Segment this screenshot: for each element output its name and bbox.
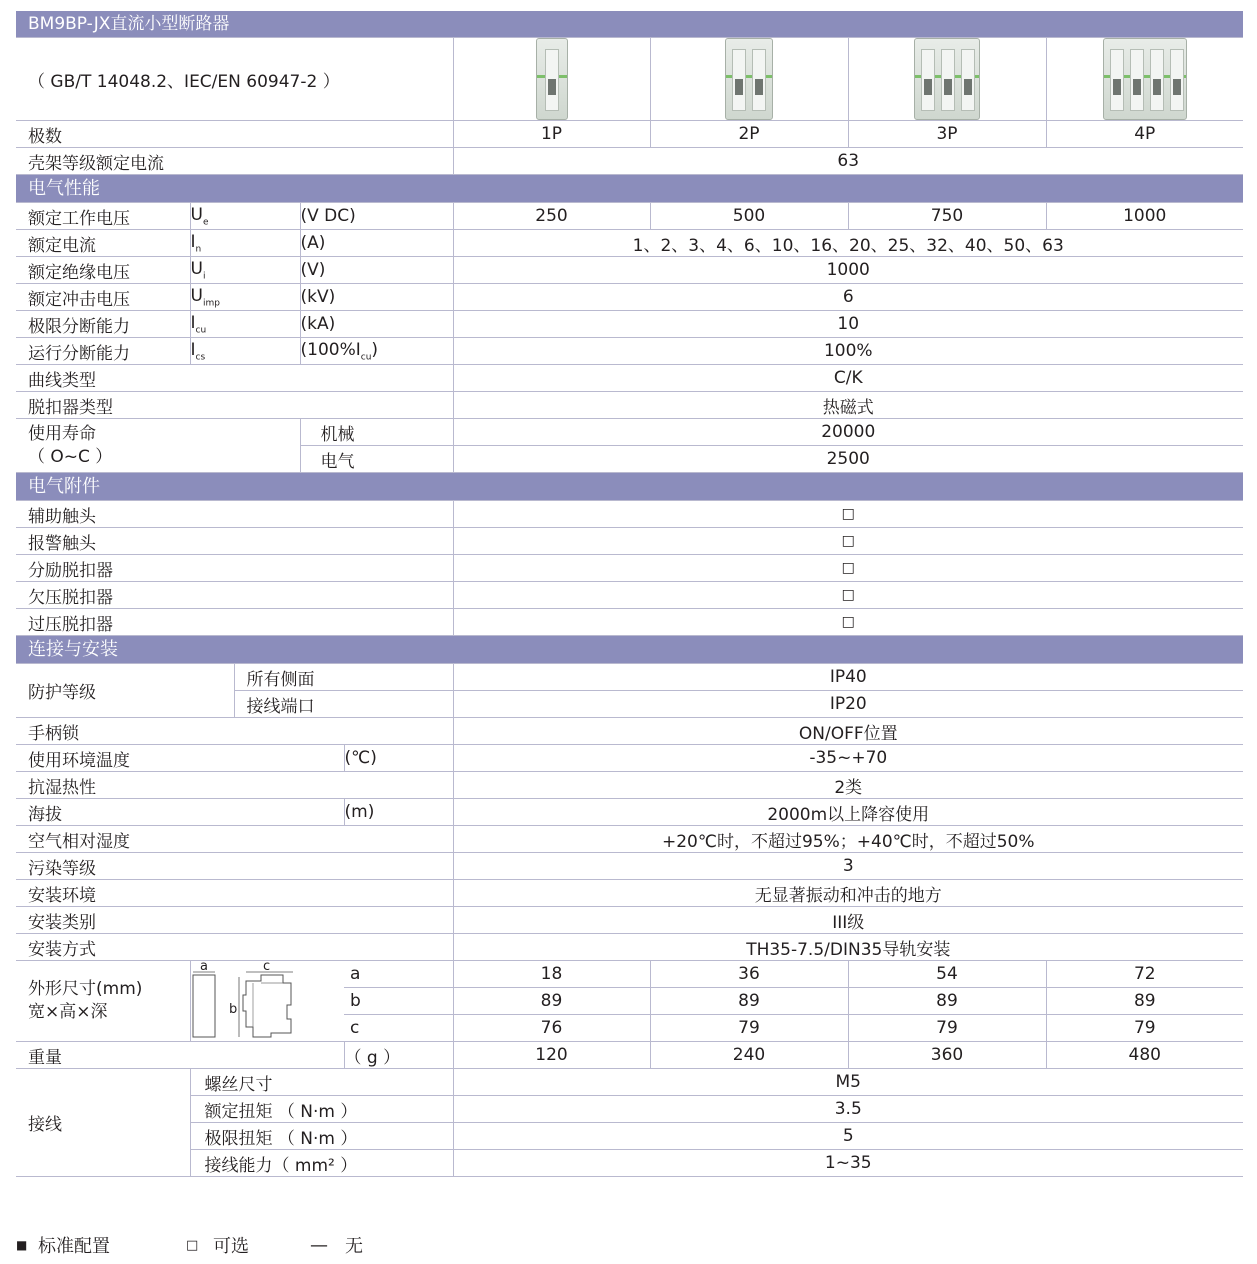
dimension-value: 79 <box>650 1015 848 1042</box>
legend-none-label: 无 <box>345 1236 363 1257</box>
rated-voltage-label: 额定工作电压 <box>16 203 190 230</box>
impulse-voltage-label: 额定冲击电压 <box>16 284 190 311</box>
poles-label: 极数 <box>16 121 453 148</box>
life-elec-label: 电气 <box>300 446 453 473</box>
wiring-row <box>16 1123 1243 1150</box>
weight-row <box>16 1042 1243 1069</box>
insulation-voltage-symbol: $U_i$ <box>190 257 300 284</box>
damp-heat-value: 2类 <box>453 772 1243 799</box>
life-mech-value: 20000 <box>453 419 1243 446</box>
altitude-unit: (m) <box>344 799 453 826</box>
life-mech-label: 机械 <box>300 419 453 446</box>
accessory-row <box>16 501 1243 528</box>
dimension-value: 89 <box>650 988 848 1015</box>
rated-current-label: 额定电流 <box>16 230 190 257</box>
altitude-label: 海拔 <box>16 799 344 826</box>
wiring-row <box>16 1096 1243 1123</box>
protection-term-label: 接线端口 <box>234 691 453 718</box>
wiring-item-value: M5 <box>453 1069 1243 1096</box>
wiring-item-value: 5 <box>453 1123 1243 1150</box>
accessory-label: 过压脱扣器 <box>16 609 453 636</box>
section-electrical: 电气性能 <box>16 175 1243 202</box>
wiring-item-label: 螺丝尺寸 <box>190 1069 453 1096</box>
dimension-key: c <box>344 1015 453 1042</box>
svg-text:b: b <box>228 1002 237 1017</box>
rated-voltage-value: 1000 <box>1046 203 1243 230</box>
altitude-value: 2000m以上降容使用 <box>453 799 1243 826</box>
legend-standard-label: 标准配置 <box>38 1236 110 1257</box>
dimension-value: 79 <box>1046 1015 1243 1042</box>
frame-current-label: 壳架等级额定电流 <box>16 148 453 175</box>
curve-value: C/K <box>453 365 1243 392</box>
accessory-row <box>16 555 1243 582</box>
rated-voltage-symbol: $U_e$ <box>190 203 300 230</box>
breaker-image-2p <box>650 38 848 121</box>
weight-unit: （ g ） <box>344 1042 453 1069</box>
environment-value: 无显著振动和冲击的地方 <box>453 880 1243 907</box>
life-label <box>16 419 300 473</box>
accessory-value: □ <box>453 555 1243 582</box>
impulse-voltage-unit: (kV) <box>300 284 453 311</box>
humidity-label: 空气相对湿度 <box>16 826 453 853</box>
frame-current-row <box>16 148 1243 175</box>
spec-table <box>16 37 1243 175</box>
mounting-value: TH35-7.5/DIN35导轨安装 <box>453 934 1243 961</box>
curve-label: 曲线类型 <box>16 365 453 392</box>
insulation-voltage-row <box>16 257 1243 284</box>
legend-none-symbol: — <box>310 1234 328 1256</box>
legend-optional-label: 可选 <box>213 1236 249 1257</box>
rated-current-value: 1、2、3、4、6、10、16、20、25、32、40、50、63 <box>453 230 1243 257</box>
ultimate-breaking-symbol: $I_{cu}$ <box>190 311 300 338</box>
dimension-value: 18 <box>453 961 650 988</box>
release-row <box>16 392 1243 419</box>
rated-current-row <box>16 230 1243 257</box>
accessory-value: □ <box>453 501 1243 528</box>
dimension-key: b <box>344 988 453 1015</box>
life-label-line2: （ O~C ） <box>28 446 113 467</box>
humidity-value: +20℃时，不超过95%；+40℃时，不超过50% <box>453 826 1243 853</box>
ultimate-breaking-unit: (kA) <box>300 311 453 338</box>
dimension-value: 76 <box>453 1015 650 1042</box>
life-mech-row <box>16 419 1243 446</box>
dimension-value: 89 <box>1046 988 1243 1015</box>
release-label: 脱扣器类型 <box>16 392 453 419</box>
dimensions-label <box>16 961 190 1042</box>
service-breaking-value: 100% <box>453 338 1243 365</box>
accessory-value: □ <box>453 582 1243 609</box>
breaker-image-3p <box>848 38 1046 121</box>
ambient-temp-label: 使用环境温度 <box>16 745 344 772</box>
category-value: III级 <box>453 907 1243 934</box>
dimensions-diagram <box>190 961 344 1042</box>
altitude-row <box>16 799 1243 826</box>
weight-label: 重量 <box>16 1042 344 1069</box>
ambient-temp-value: -35~+70 <box>453 745 1243 772</box>
damp-heat-label: 抗湿热性 <box>16 772 453 799</box>
pollution-label: 污染等级 <box>16 853 453 880</box>
weight-value: 240 <box>650 1042 848 1069</box>
accessory-value: □ <box>453 609 1243 636</box>
dimension-key: a <box>344 961 453 988</box>
protection-sides-row <box>16 664 1243 691</box>
dimension-value: 89 <box>453 988 650 1015</box>
accessory-label: 分励脱扣器 <box>16 555 453 582</box>
impulse-voltage-value: 6 <box>453 284 1243 311</box>
dimension-value: 72 <box>1046 961 1243 988</box>
rated-current-unit: (A) <box>300 230 453 257</box>
rated-voltage-value: 750 <box>848 203 1046 230</box>
section-accessories: 电气附件 <box>16 473 1243 500</box>
wiring-item-label: 极限扭矩 （ N·m ） <box>190 1123 453 1150</box>
wiring-item-value: 1~35 <box>453 1150 1243 1177</box>
dimension-value: 36 <box>650 961 848 988</box>
protection-sides-value: IP40 <box>453 664 1243 691</box>
breaker-image-1p <box>453 38 650 121</box>
wiring-item-label: 接线能力（ mm² ） <box>190 1150 453 1177</box>
dimension-value: 89 <box>848 988 1046 1015</box>
frame-current-value: 63 <box>453 148 1243 175</box>
section-connection: 连接与安装 <box>16 636 1243 663</box>
category-row <box>16 907 1243 934</box>
rated-voltage-row <box>16 203 1243 230</box>
poles-value: 2P <box>650 121 848 148</box>
ambient-temp-unit: (℃) <box>344 745 453 772</box>
svg-text:a: a <box>199 961 208 974</box>
dimension-value: 54 <box>848 961 1046 988</box>
accessory-label: 欠压脱扣器 <box>16 582 453 609</box>
curve-row <box>16 365 1243 392</box>
legend-standard-symbol: ■ <box>16 1238 28 1252</box>
environment-label: 安装环境 <box>16 880 453 907</box>
ultimate-breaking-value: 10 <box>453 311 1243 338</box>
rated-current-symbol: $I_n$ <box>190 230 300 257</box>
service-breaking-symbol: $I_{cs}$ <box>190 338 300 365</box>
service-breaking-unit: $(100\%I_{cu})$ <box>300 338 453 365</box>
ambient-temp-row <box>16 745 1243 772</box>
wiring-item-value: 3.5 <box>453 1096 1243 1123</box>
handle-lock-value: ON/OFF位置 <box>453 718 1243 745</box>
breaker-image-4p <box>1046 38 1243 121</box>
impulse-voltage-symbol: $U_{imp}$ <box>190 284 300 311</box>
insulation-voltage-value: 1000 <box>453 257 1243 284</box>
dimension-value: 79 <box>848 1015 1046 1042</box>
category-label: 安装类别 <box>16 907 453 934</box>
dimension-row-a <box>16 961 1243 988</box>
standard-text: （ GB/T 14048.2、IEC/EN 60947-2 ） <box>16 38 453 121</box>
protection-term-value: IP20 <box>453 691 1243 718</box>
life-elec-value: 2500 <box>453 446 1243 473</box>
mounting-row <box>16 934 1243 961</box>
ultimate-breaking-label: 极限分断能力 <box>16 311 190 338</box>
poles-row <box>16 121 1243 148</box>
wiring-item-label: 额定扭矩 （ N·m ） <box>190 1096 453 1123</box>
damp-heat-row <box>16 772 1243 799</box>
insulation-voltage-label: 额定绝缘电压 <box>16 257 190 284</box>
poles-value: 3P <box>848 121 1046 148</box>
rated-voltage-value: 250 <box>453 203 650 230</box>
accessory-label: 辅助触头 <box>16 501 453 528</box>
accessory-value: □ <box>453 528 1243 555</box>
weight-value: 480 <box>1046 1042 1243 1069</box>
dimensions-label-line2: 宽×高×深 <box>28 1002 108 1022</box>
release-value: 热磁式 <box>453 392 1243 419</box>
service-breaking-row <box>16 338 1243 365</box>
poles-value: 4P <box>1046 121 1243 148</box>
accessory-row <box>16 582 1243 609</box>
dimensions-label-line1: 外形尺寸(mm) <box>28 979 143 999</box>
wiring-row <box>16 1069 1243 1096</box>
rated-voltage-value: 500 <box>650 203 848 230</box>
svg-text:c: c <box>262 961 270 974</box>
connection-table <box>16 663 1243 1177</box>
ultimate-breaking-row <box>16 311 1243 338</box>
insulation-voltage-unit: (V) <box>300 257 453 284</box>
poles-value: 1P <box>453 121 650 148</box>
rated-voltage-unit: (V DC) <box>300 203 453 230</box>
accessory-row <box>16 609 1243 636</box>
life-label-line1: 使用寿命 <box>28 423 96 444</box>
service-breaking-label: 运行分断能力 <box>16 338 190 365</box>
weight-value: 120 <box>453 1042 650 1069</box>
weight-value: 360 <box>848 1042 1046 1069</box>
sheet-title: BM9BP-JX直流小型断路器 <box>16 11 1243 37</box>
legend <box>16 1232 363 1258</box>
accessory-label: 报警触头 <box>16 528 453 555</box>
impulse-voltage-row <box>16 284 1243 311</box>
wiring-label: 接线 <box>16 1069 190 1177</box>
handle-lock-label: 手柄锁 <box>16 718 453 745</box>
dimensions-diagram-icon <box>191 961 341 1041</box>
spec-sheet <box>16 11 1243 1177</box>
humidity-row <box>16 826 1243 853</box>
legend-optional-symbol: □ <box>186 1237 199 1253</box>
handle-lock-row <box>16 718 1243 745</box>
electrical-table <box>16 202 1243 473</box>
protection-label: 防护等级 <box>16 664 234 718</box>
accessory-row <box>16 528 1243 555</box>
wiring-row <box>16 1150 1243 1177</box>
protection-sides-label: 所有侧面 <box>234 664 453 691</box>
product-image-row <box>16 38 1243 121</box>
pollution-row <box>16 853 1243 880</box>
mounting-label: 安装方式 <box>16 934 453 961</box>
environment-row <box>16 880 1243 907</box>
accessories-table <box>16 500 1243 636</box>
pollution-value: 3 <box>453 853 1243 880</box>
